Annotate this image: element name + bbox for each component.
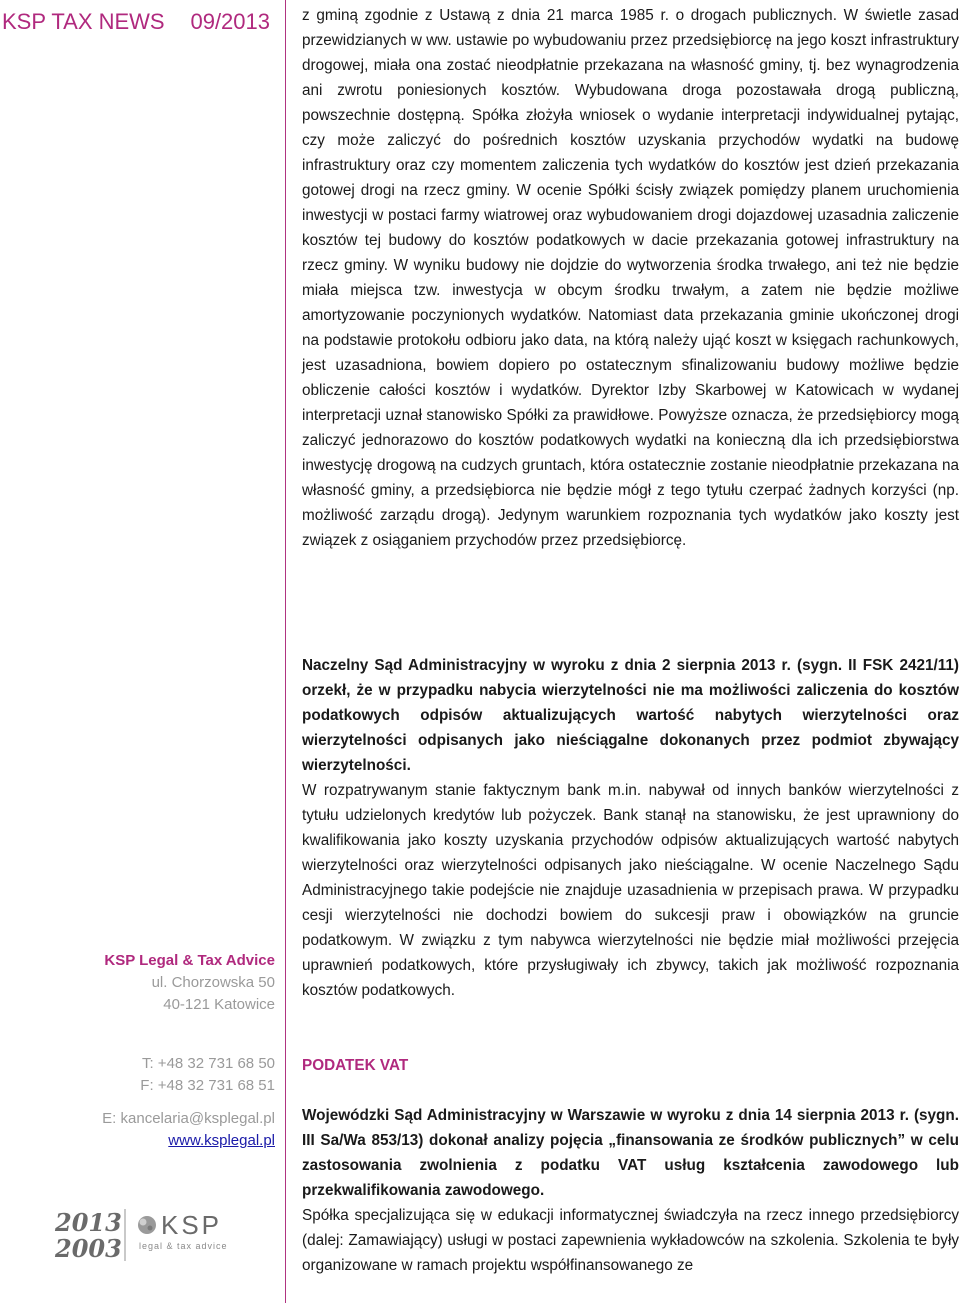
newsletter-title: KSP TAX NEWS [2,9,165,34]
logo-brand: KSP [161,1210,223,1240]
logo-tagline: legal & tax advice [139,1241,228,1251]
section-heading-vat: PODATEK VAT [302,1057,409,1074]
logo-year-top: 2013 [55,1208,122,1237]
newsletter-header [0,9,285,39]
contact-phones [140,1053,275,1097]
sidebar [0,0,286,1303]
ksp-logo [53,1205,253,1265]
contact-online [102,1108,275,1152]
fax-number: F: +48 32 731 68 51 [140,1077,275,1094]
street-address: ul. Chorzowska 50 [151,974,275,991]
website-link[interactable]: www.ksplegal.pl [168,1132,275,1149]
article-vat-training [302,1103,959,1278]
article-lead: Naczelny Sąd Administracyjny w wyroku z dnia 2 sierpnia 2013 r. (sygn. II FSK 2421/11) orzekł, że w przypadku nabycia wierzytelności nie ma możliwości zaliczenia do kosztów podatkowych odpisów aktualizujących wartość nabytych wierzytelności oraz wierzytelności odpisanych jako nieściągalne dokonanych przez podmiot zbywający wierzytelności. [302,657,959,774]
phone-number: T: +48 32 731 68 50 [141,1055,275,1072]
logo-mark-icon [138,1216,156,1234]
article-road-infrastructure [302,3,959,553]
article-body: z gminą zgodnie z Ustawą z dnia 21 marca 1985 r. o drogach publicznych. W świetle zasad przewidzianych w ww. ustawie po wybudowaniu przez przedsiębiorcę na jego koszt infrastruktury drogowej, miała ona zostać nieodpłatnie przekazana na własność gminy, tj. bez wynagrodzenia ani zwrotu poniesionych kosztów. Wybudowana droga pozostawała drogą publiczną, powszechnie dostępną. Spółka złożyła wniosek o wydanie interpretacji indywidualnej pytając, czy może zaliczyć do pośrednich kosztów uzyskania przychodów wydatki na budowę infrastruktury oraz czy momentem zaliczenia tych wydatków do kosztów jest dzień przekazania gotowej drogi na rzecz gminy. W ocenie Spółki ścisły związek pomiędzy planem uruchomienia inwestycji w postaci farmy wiatrowej oraz wybudowaniem drogi dojazdowej uzasadnia zaliczenie kosztów tej budowy do kosztów podatkowych w dacie przekazania gotowej infrastruktury na rzecz gminy. W wyniku budowy nie dojdzie do wytworzenia środka trwałego, ani też nie będzie miała miejsca tzw. inwestycja w obcym środku trwałym, a zatem nie będzie możliwe amortyzowanie poczynionych wydatków. Natomiast data przekazania gminie ukończonej drogi na podstawie protokołu odbioru jako data, na którą należy ująć koszt w księgach rachunkowych, jest uzasadniona, bowiem dopiero po ostatecznym sfinalizowaniu budowy możliwe będzie obliczenie całości kosztów i wydatków. Dyrektor Izby Skarbowej w Katowicach w wydanej interpretacji uznał stanowisko Spółki za prawidłowe. Powyższe oznacza, że przedsiębiorcy mogą zaliczyć jednorazowo do kosztów podatkowych wydatki na konieczną dla ich przedsiębiorstwa inwestycję drogową na cudzych gruntach, która ostatecznie zostanie nieodpłatnie przekazana na własność gminy, a przedsiębiorca nie będzie mógł z tego tytułu czerpać żadnych korzyści (np. możliwość zarządu drogą). Jedynym warunkiem rozpoznania tych wydatków jako koszty jest związek z osiąganiem przychodów przez przedsiębiorcę. [302,7,959,549]
city-address: 40-121 Katowice [163,996,275,1013]
article-body: Spółka specjalizująca się w edukacji informatycznej świadczyła na rzecz innego przedsiębiorcy (dalej: Zamawiający) usługi w postaci zapewnienia wykładowców na szkolenia. Szkolenia te były organizowane w ramach projektu współfinansowanego ze [302,1207,959,1274]
email-address[interactable]: E: kancelaria@ksplegal.pl [102,1110,275,1127]
logo-year-bottom: 2003 [55,1234,122,1263]
article-receivables [302,653,959,1003]
contact-address [104,950,275,1016]
article-lead: Wojewódzki Sąd Administracyjny w Warszawie w wyroku z dnia 14 sierpnia 2013 r. (sygn. III Sa/Wa 853/13) dokonał analizy pojęcia „finansowania ze środków publicznych” w celu zastosowania zwolnienia z podatku VAT usług kształcenia zawodowego lub przekwalifikowania zawodowego. [302,1107,959,1199]
article-body: W rozpatrywanym stanie faktycznym bank m.in. nabywał od innych banków wierzytelności z tytułu udzielonych kredytów lub pożyczek. Bank stanął na stanowisku, że jest uprawniony do kwalifikowania jako koszty uzyskania przychodów odpisów aktualizujących wartość nabytych wierzytelności oraz wierzytelności odpisanych jako nieściągalne. W ocenie Naczelnego Sądu Administracyjnego takie podejście nie znajduje uzasadnienia w przepisach prawa. W przypadku cesji wierzytelności nie dochodzi bowiem do sukcesji praw i obowiązków na gruncie podatkowym. W związku z tym nabywca wierzytelności nie będzie miał możliwości przejęcia uprawnień podatkowych, które przysługiwały ich zbywcy, takich jak możliwość rozpoznania kosztów podatkowych. [302,782,959,999]
newsletter-issue: 09/2013 [190,9,270,34]
firm-name: KSP Legal & Tax Advice [104,952,275,969]
